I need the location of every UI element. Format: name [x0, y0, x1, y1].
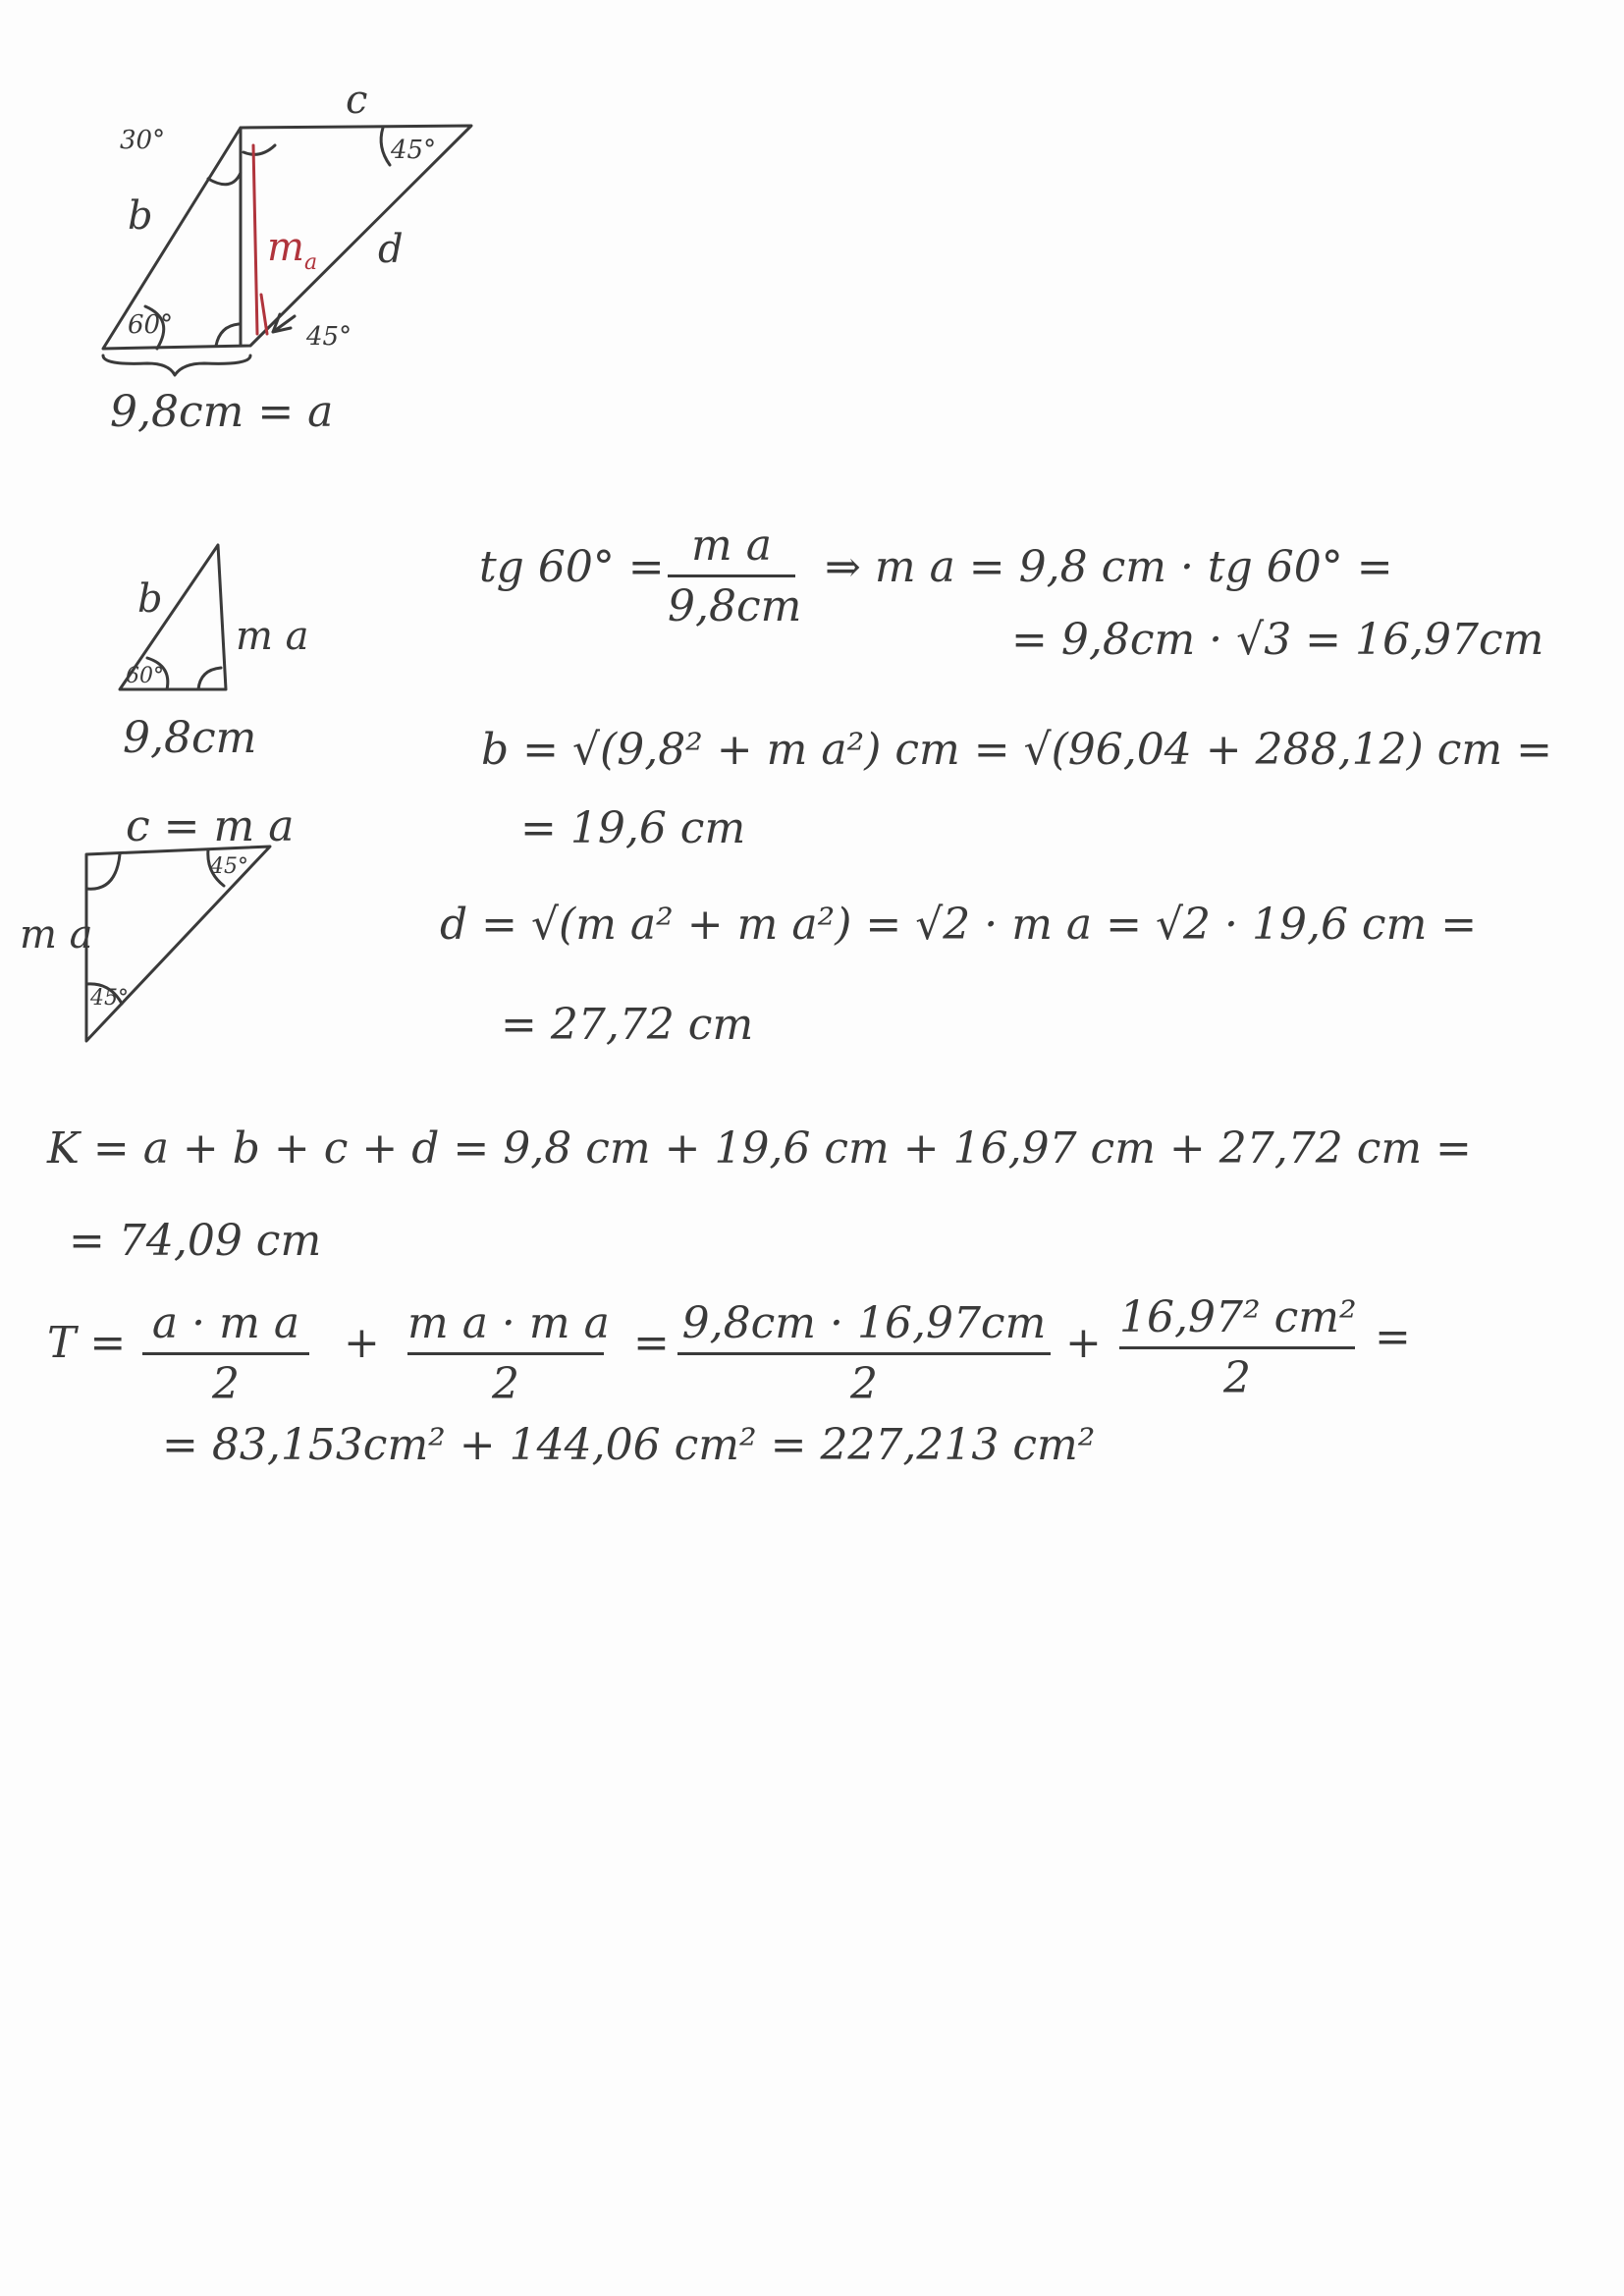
tg-fraction: [668, 520, 802, 631]
area-fraction-three: [677, 1298, 1051, 1409]
area-fraction-one-numerator: a · m a: [151, 1298, 300, 1348]
area-plus-two: +: [1065, 1318, 1102, 1368]
height-label: $m_a$: [267, 225, 318, 275]
area-equation-lhs: T =: [47, 1318, 127, 1368]
area-fraction-one: [142, 1298, 309, 1409]
angle-45-top-arc: [381, 128, 390, 165]
angle-60-label: 60°: [128, 310, 174, 340]
triangle-two-angle-45-top: 45°: [210, 854, 248, 879]
area-equals-one: =: [633, 1318, 670, 1368]
perimeter-equation-line-two: = 74,09 cm: [69, 1216, 322, 1266]
right-angle-mark-top: [244, 145, 275, 154]
d-equation-line-one: d = √(m a² + m a²) = √2 · m a = √2 · 19,6 cm =: [440, 900, 1478, 950]
right-angle-mark-bottom: [216, 324, 239, 346]
area-fraction-one-denominator: 2: [212, 1359, 240, 1409]
base-brace: [103, 355, 250, 375]
b-equation-line-one: b = √(9,8² + m a²) cm = √(96,04 + 288,12) cm =: [481, 725, 1552, 775]
tg-fraction-denominator: 9,8cm: [668, 581, 802, 631]
tg-equation-rhs: ⇒ m a = 9,8 cm · tg 60° =: [825, 542, 1393, 592]
tg-fraction-bar: [668, 574, 795, 577]
area-fraction-two: [407, 1298, 610, 1409]
area-fraction-two-numerator: m a · m a: [407, 1298, 610, 1348]
angle-30-label: 30°: [120, 126, 166, 155]
triangle-two-right-angle: [86, 854, 120, 889]
triangle-two-side-label: m a: [20, 912, 93, 957]
side-b-label: b: [128, 193, 153, 239]
triangle-one-base: 9,8cm: [123, 713, 257, 763]
angle-45-top-label: 45°: [391, 136, 437, 165]
triangle-one-right-angle: [198, 668, 221, 689]
perimeter-equation-line-one: K = a + b + c + d = 9,8 cm + 19,6 cm + 16,97 cm + 27,72 cm =: [47, 1123, 1472, 1174]
area-fraction-three-numerator: 9,8cm · 16,97cm: [681, 1298, 1047, 1348]
triangle-one-side-b: b: [137, 576, 163, 622]
area-equals-two: =: [1375, 1312, 1411, 1362]
area-equation-line-two: = 83,153cm² + 144,06 cm² = 227,213 cm²: [162, 1420, 1096, 1470]
d-equation-line-two: = 27,72 cm: [501, 1000, 754, 1050]
triangle-two-angle-45-bottom: 45°: [90, 986, 129, 1011]
tg-fraction-numerator: m a: [691, 520, 772, 571]
area-plus-one: +: [344, 1318, 380, 1368]
angle-45-bottom-label: 45°: [306, 322, 352, 352]
angle-45-arrow: [273, 314, 295, 332]
height-highlight-line: [253, 145, 257, 334]
side-c-label: c: [346, 78, 368, 123]
base-a-label: 9,8cm = a: [110, 387, 334, 437]
area-fraction-two-denominator: 2: [492, 1359, 519, 1409]
area-fraction-four-numerator: 16,97² cm²: [1119, 1292, 1357, 1342]
tg-equation-line-two: = 9,8cm · √3 = 16,97cm: [1011, 615, 1544, 665]
triangle-one-angle-60: 60°: [126, 664, 164, 688]
b-equation-line-two: = 19,6 cm: [520, 803, 746, 853]
area-fraction-three-denominator: 2: [850, 1359, 878, 1409]
side-d-label: d: [378, 227, 404, 272]
triangle-two-top-label: c = m a: [126, 801, 295, 851]
tg-equation-lhs: tg 60° =: [479, 542, 665, 592]
triangle-one-height: m a: [236, 614, 309, 659]
height-highlight-line-2: [261, 295, 267, 334]
area-fraction-four: [1119, 1292, 1355, 1403]
area-fraction-four-denominator: 2: [1223, 1353, 1251, 1403]
